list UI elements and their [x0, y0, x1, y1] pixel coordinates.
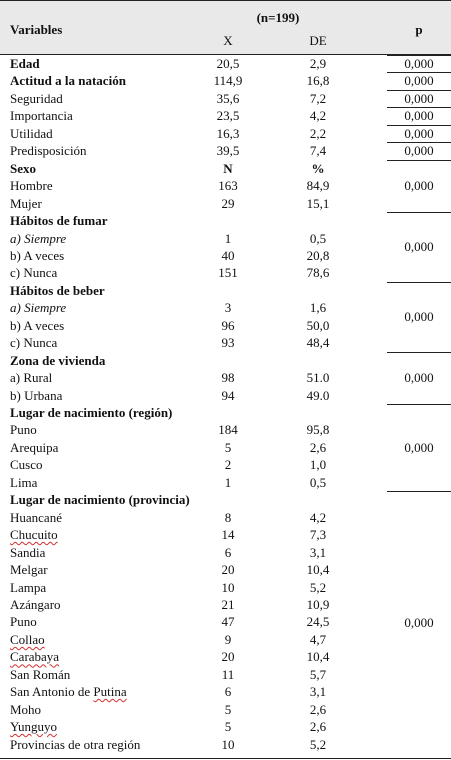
cell-x: 8	[224, 509, 232, 525]
cell-x: 10	[221, 736, 235, 752]
cell-p: 0,000	[404, 90, 434, 106]
bottom-rule	[0, 758, 451, 759]
group-p-value: 0,000	[404, 440, 434, 455]
cell-p: 0,000	[404, 125, 434, 141]
cell-de: 16,8	[306, 73, 330, 89]
spellcheck-underline: Yunguyo	[10, 719, 57, 735]
cell-de: 2,6	[309, 719, 327, 735]
cell-de: 95,8	[306, 422, 330, 438]
cell-p: 0,000	[404, 108, 434, 124]
row-label: Arequipa	[10, 439, 59, 455]
header-x: X	[223, 33, 233, 48]
row-label: Lugar de nacimiento (provincia)	[10, 492, 190, 508]
row-label: Lima	[10, 474, 38, 490]
cell-x: 9	[224, 631, 232, 647]
cell-de: 5,2	[309, 579, 327, 595]
row-label: Sexo	[10, 160, 36, 176]
row-label: San Antonio de Putina	[10, 684, 127, 700]
row-label	[10, 718, 57, 735]
header-de: DE	[309, 33, 327, 48]
row-label: Sandia	[10, 544, 46, 560]
top-rule	[0, 0, 451, 1]
p-cell-rule	[387, 160, 451, 161]
p-cell-rule	[387, 55, 451, 56]
cell-de: 20,8	[306, 247, 330, 263]
spellcheck-underline: Collao	[10, 631, 45, 647]
row-label: Lugar de nacimiento (región)	[10, 405, 173, 420]
cell-x: 29	[221, 195, 235, 211]
p-group-rule	[387, 491, 451, 492]
row-label: Lampa	[10, 579, 47, 595]
cell-p: 0,000	[404, 73, 434, 89]
cell-x: 20	[221, 649, 235, 665]
cell-x: 21	[221, 596, 235, 612]
row-label	[10, 526, 58, 543]
cell-de: 1,6	[309, 300, 327, 316]
row-label: Hombre	[10, 178, 53, 194]
cell-x: 5	[224, 701, 232, 717]
cell-x: 1	[224, 230, 232, 246]
cell-p: 0,000	[404, 143, 434, 159]
cell-x: 184	[218, 422, 238, 438]
spellcheck-underline: Chucuito	[10, 527, 58, 543]
cell-x: 16,3	[216, 125, 240, 141]
spellcheck-underline: Carabaya	[10, 649, 60, 665]
spellcheck-underline: Putina	[93, 684, 127, 700]
row-label: Predisposición	[10, 143, 87, 159]
row-label: c) Nunca	[10, 335, 58, 351]
group-p-value: 0,000	[404, 239, 434, 254]
cell-x: 23,5	[216, 108, 240, 124]
row-label: Provincias de otra región	[10, 736, 141, 752]
cell-x: 96	[221, 317, 235, 333]
row-label: Moho	[10, 701, 42, 717]
cell-x: 5	[224, 439, 232, 455]
group-p-value: 0,000	[404, 615, 434, 630]
header-n: (n=199)	[256, 10, 300, 25]
row-label: Hábitos de fumar	[10, 213, 108, 229]
cell-de: 10,4	[306, 649, 330, 665]
cell-x: 6	[224, 544, 232, 560]
row-label: Mujer	[10, 195, 42, 211]
cell-de: 78,6	[306, 265, 330, 281]
row-label: Puno	[10, 422, 37, 438]
cell-de: 4,2	[309, 108, 327, 124]
cell-x: 94	[221, 387, 235, 403]
header-p: p	[415, 22, 423, 37]
row-label: a) Siempre	[10, 300, 67, 316]
row-label: Zona de vivienda	[10, 352, 106, 368]
cell-x: 47	[221, 614, 235, 630]
cell-de: 4,2	[309, 509, 327, 525]
p-group-rule	[387, 282, 451, 283]
cell-x: 163	[218, 178, 238, 194]
cell-de: 15,1	[306, 195, 330, 211]
p-group-rule	[387, 352, 451, 353]
cell-de: 7,4	[309, 143, 327, 159]
row-label: c) Nunca	[10, 265, 58, 281]
cell-de: 10,9	[306, 596, 330, 612]
cell-x: 39,5	[216, 143, 240, 159]
row-label: Edad	[10, 56, 40, 71]
cell-x: N	[223, 160, 233, 176]
row-label: Utilidad	[10, 125, 53, 141]
cell-p: 0,000	[404, 56, 434, 71]
cell-de: 49.0	[306, 387, 330, 403]
p-cell-rule	[387, 142, 451, 143]
p-cell-rule	[387, 107, 451, 108]
cell-de: 2,2	[309, 125, 327, 141]
cell-x: 20,5	[216, 56, 240, 71]
header-variables: Variables	[10, 22, 63, 37]
row-label: a) Siempre	[10, 230, 67, 246]
row-label: Melgar	[10, 562, 48, 578]
cell-de: 10,4	[306, 562, 330, 578]
cell-x: 151	[218, 265, 238, 281]
p-cell-rule	[387, 90, 451, 91]
cell-x: 3	[224, 300, 232, 316]
cell-x: 114,9	[213, 73, 243, 89]
cell-de: 24,5	[306, 614, 330, 630]
p-group-rule	[387, 212, 451, 213]
group-p-value: 0,000	[404, 309, 434, 324]
cell-de: 84,9	[306, 178, 330, 194]
cell-x: 14	[221, 527, 235, 543]
cell-x: 10	[221, 579, 235, 595]
row-label: Hábitos de beber	[10, 282, 105, 298]
row-label: b) A veces	[10, 317, 65, 333]
cell-x: 93	[221, 335, 235, 351]
cell-de: 5,7	[309, 666, 327, 682]
cell-x: 5	[224, 719, 232, 735]
row-label: Importancia	[10, 108, 73, 124]
row-label: Actitud a la natación	[10, 73, 126, 89]
group-p-value: 0,000	[404, 370, 434, 385]
row-label: a) Rural	[10, 370, 53, 386]
cell-x: 2	[224, 457, 232, 473]
row-label: b) Urbana	[10, 387, 63, 403]
row-label: Huancané	[10, 509, 62, 525]
p-cell-rule	[387, 125, 451, 126]
cell-de: 3,1	[309, 544, 327, 560]
cell-de: 1,0	[309, 457, 327, 473]
cell-de: 48,4	[306, 335, 330, 351]
cell-de: 7,3	[309, 527, 327, 543]
group-p-value: 0,000	[404, 178, 434, 193]
row-label: b) A veces	[10, 247, 65, 263]
cell-x: 20	[221, 562, 235, 578]
cell-de: 4,7	[309, 631, 327, 647]
cell-x: 6	[224, 684, 232, 700]
cell-x: 98	[221, 370, 235, 386]
cell-de: 0,5	[309, 474, 327, 490]
row-label: Azángaro	[10, 596, 61, 612]
cell-de: 3,1	[309, 684, 327, 700]
cell-de: 0,5	[309, 230, 327, 246]
cell-x: 11	[221, 666, 235, 682]
cell-de: 51.0	[306, 370, 330, 386]
cell-x: 35,6	[216, 90, 240, 106]
cell-x: 1	[224, 474, 232, 490]
cell-de: 2,9	[309, 56, 327, 71]
row-label	[10, 631, 45, 648]
cell-x: 40	[221, 247, 235, 263]
cell-de: 50,0	[306, 317, 330, 333]
cell-de: 2,6	[309, 439, 327, 455]
row-label: Puno	[10, 614, 37, 630]
cell-de: 2,6	[309, 701, 327, 717]
cell-de: 7,2	[309, 90, 327, 106]
p-group-rule	[387, 404, 451, 405]
row-label: San Román	[10, 666, 71, 682]
p-cell-rule	[387, 72, 451, 73]
row-label: Cusco	[10, 457, 43, 473]
row-label	[10, 648, 59, 665]
cell-de: 5,2	[309, 736, 327, 752]
row-label: Seguridad	[10, 90, 63, 106]
cell-de: %	[311, 160, 325, 176]
